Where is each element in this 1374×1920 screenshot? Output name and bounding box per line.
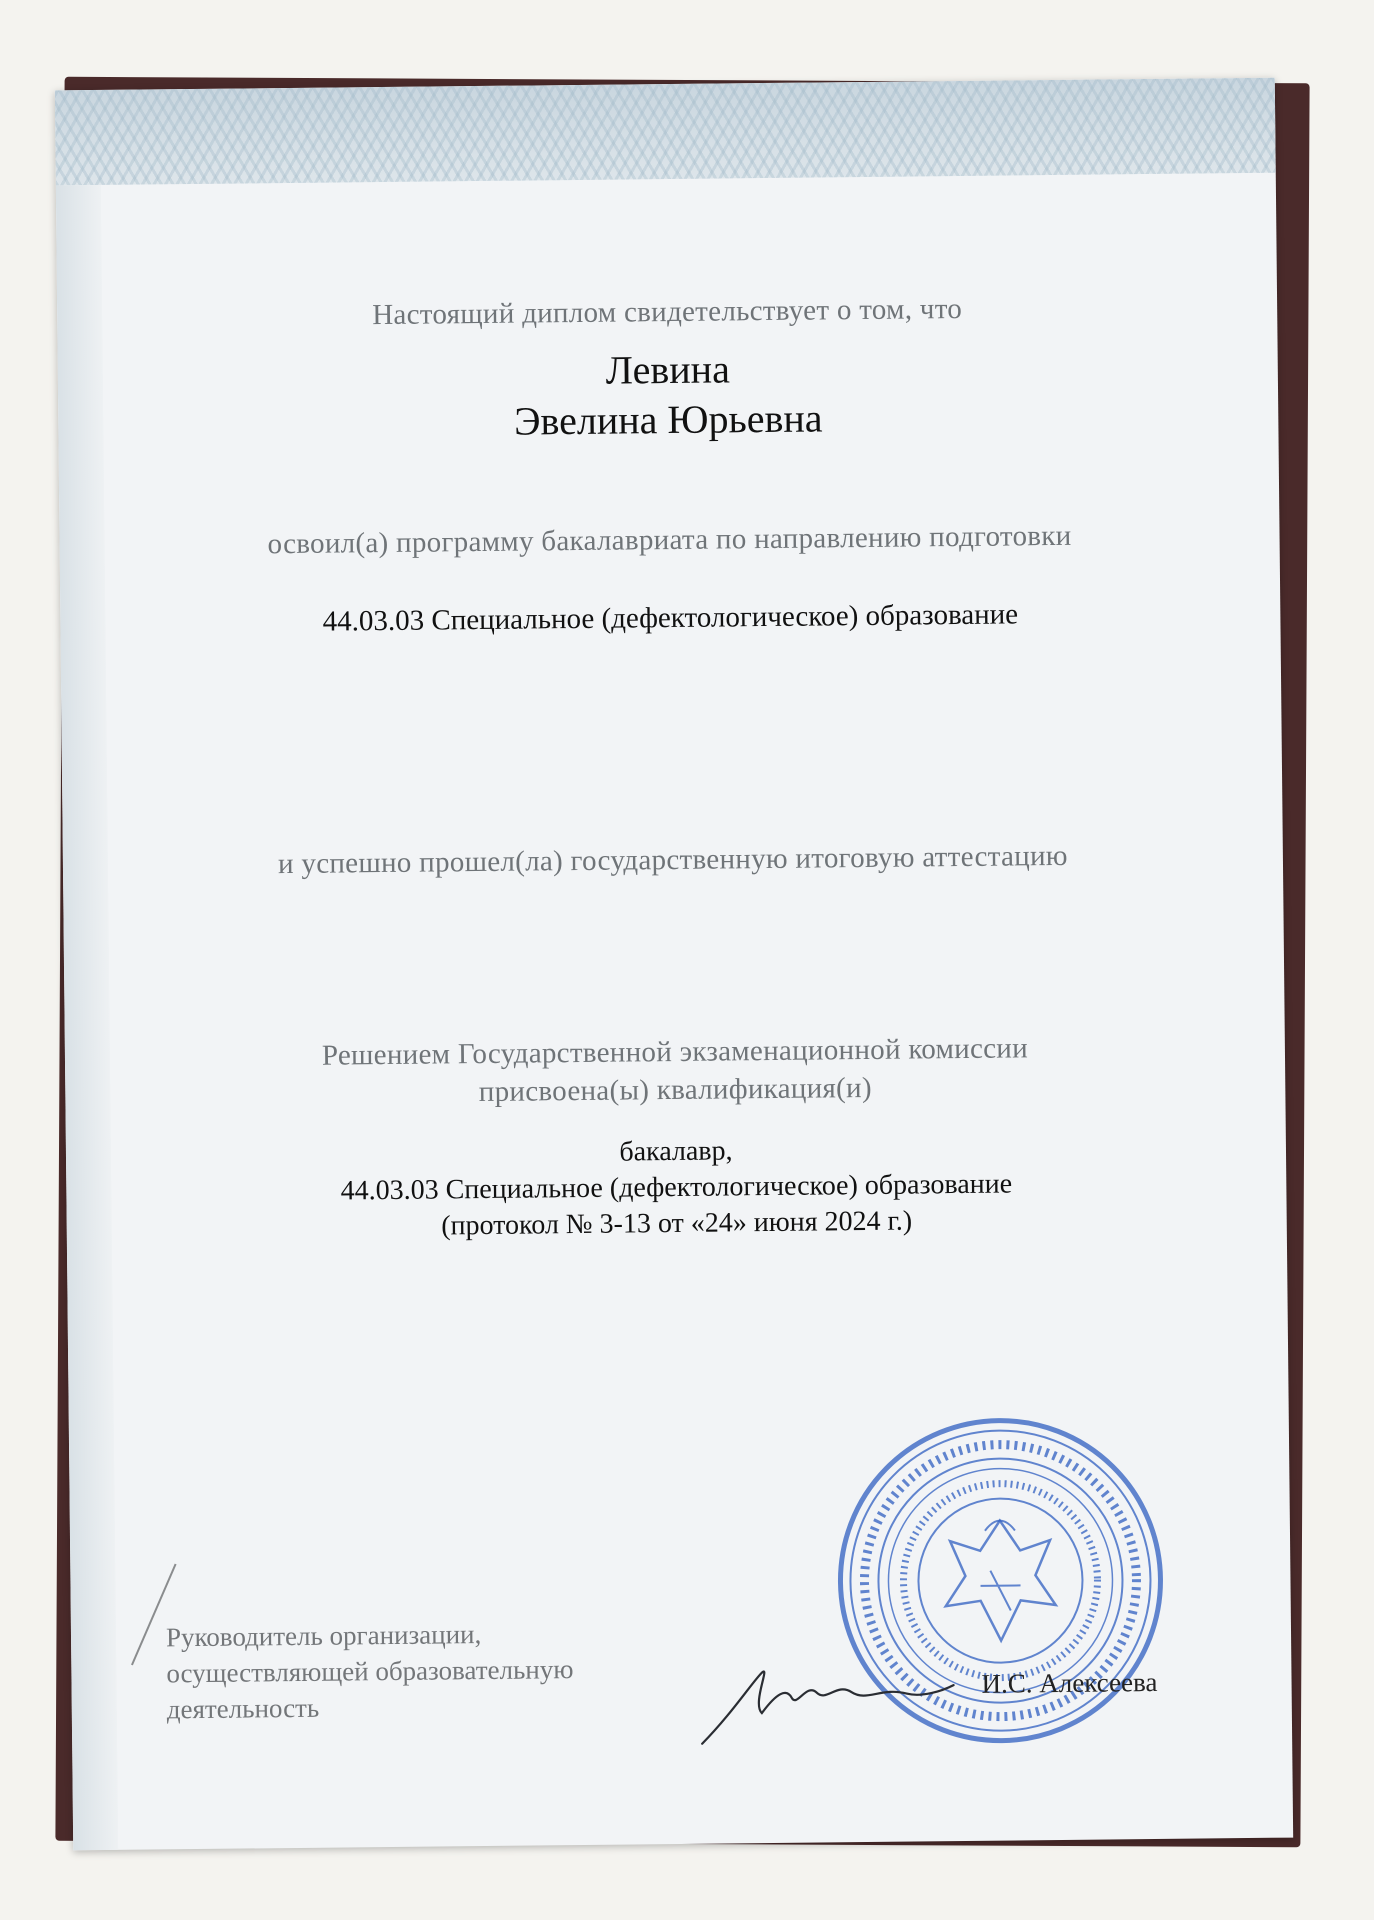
intro-text: Настоящий диплом свидетельствует о том, что [372,292,963,332]
qualification-program: 44.03.03 Специальное (дефектологическое) образование [340,1168,1013,1207]
graduate-surname: Левина [605,346,731,393]
head-of-organization-label [166,1614,687,1727]
protocol-reference: (протокол № 3-13 от «24» июня 2024 г.) [441,1205,913,1242]
head-label-line1: Руководитель организации, [165,1619,482,1653]
head-label-line2: осуществляющей образовательную [166,1654,574,1689]
attestation-text: и успешно прошел(ла) государственную итоговую аттестацию [277,839,1068,881]
diploma-sheet [55,78,1293,1851]
program-name: 44.03.03 Специальное (дефектологическое) образование [322,598,1019,638]
qualification-title: бакалавр, [619,1135,733,1168]
head-of-organization-name: И.С. Алексеева [981,1666,1158,1699]
commission-text-line2: присвоена(ы) квалификация(и) [478,1071,872,1109]
commission-text-line1: Решением Государственной экзаменационной комиссии [321,1032,1029,1072]
graduate-given-names: Эвелина Юрьевна [513,395,823,444]
program-intro-text: освоил(а) программу бакалавриата по направлению подготовки [267,519,1072,561]
guilloche-border-top [55,78,1276,186]
signature-icon [691,1641,962,1754]
head-label-line3: деятельность [166,1692,320,1725]
